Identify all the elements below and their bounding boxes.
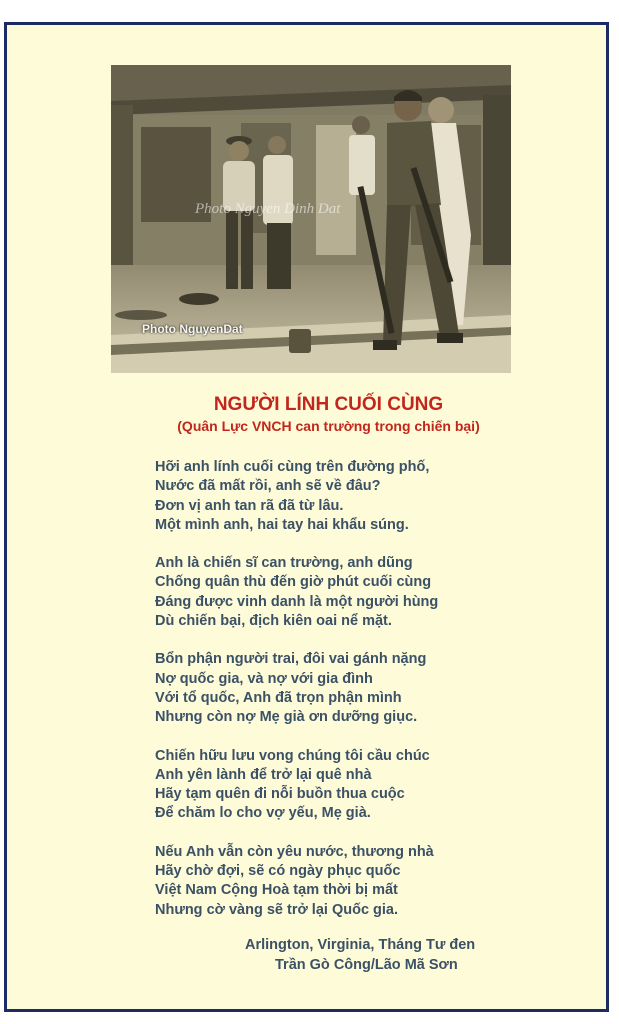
poem-line: Đáng được vinh danh là một người hùng — [155, 593, 439, 610]
poem-page-frame — [4, 22, 609, 1012]
poem-subtitle: (Quân Lực VNCH can trường trong chiến bại) — [177, 418, 480, 434]
sepia-photograph — [111, 65, 511, 373]
poem-line: Anh là chiến sĩ can trường, anh dũng — [155, 555, 413, 572]
poem-body — [155, 458, 438, 939]
poem-title: NGƯỜI LÍNH CUỐI CÙNG — [213, 394, 444, 415]
poem-line: Để chăm lo cho vợ yếu, Mẹ già. — [155, 805, 371, 822]
poem-line: Hãy chờ đợi, sẽ có ngày phục quốc — [155, 863, 401, 880]
signature-author: Trần Gò Công/Lão Mã Sơn — [275, 957, 458, 973]
poem-line: Nếu Anh vẫn còn yêu nước, thương nhà — [155, 843, 434, 860]
poem-line: Hỡi anh lính cuối cùng trên đường phố, — [155, 459, 430, 475]
poem-line: Đơn vị anh tan rã đã từ lâu. — [155, 497, 344, 514]
stanza — [155, 843, 438, 920]
poem-line: Nước đã mất rồi, anh sẽ về đâu? — [155, 478, 381, 495]
poem-line: Nợ quốc gia, và nợ với gia đình — [155, 670, 373, 687]
poem-line: Với tổ quốc, Anh đã trọn phận mình — [155, 689, 402, 706]
photo-watermark: Photo Nguyen Dinh Dat — [195, 201, 341, 217]
poem-line: Anh yên lành để trở lại quê nhà — [155, 766, 372, 783]
poem-line: Chống quân thù đến giờ phút cuối cùng — [155, 574, 432, 591]
poem-line: Nhưng cờ vàng sẽ trở lại Quốc gia. — [155, 901, 399, 918]
poem-line: Bổn phận người trai, đôi vai gánh nặng — [155, 651, 427, 668]
poem-line: Dù chiến bại, địch kiên oai nể mặt. — [155, 613, 392, 630]
poem-line: Chiến hữu lưu vong chúng tôi cầu chúc — [155, 747, 430, 764]
poem-line: Nhưng còn nợ Mẹ già ơn dưỡng giục. — [155, 709, 418, 726]
poem-line: Việt Nam Cộng Hoà tạm thời bị mất — [155, 882, 398, 899]
stanza — [155, 747, 438, 824]
stanza — [155, 650, 438, 727]
signature-place-date: Arlington, Virginia, Tháng Tư đen — [245, 937, 476, 953]
stanza — [155, 458, 438, 535]
photo-credit: Photo NguyenDat — [142, 322, 243, 336]
poem-line: Hãy tạm quên đi nỗi buồn thua cuộc — [155, 786, 405, 803]
poem-line: Một mình anh, hai tay hai khẩu súng. — [155, 516, 409, 533]
stanza — [155, 554, 438, 631]
